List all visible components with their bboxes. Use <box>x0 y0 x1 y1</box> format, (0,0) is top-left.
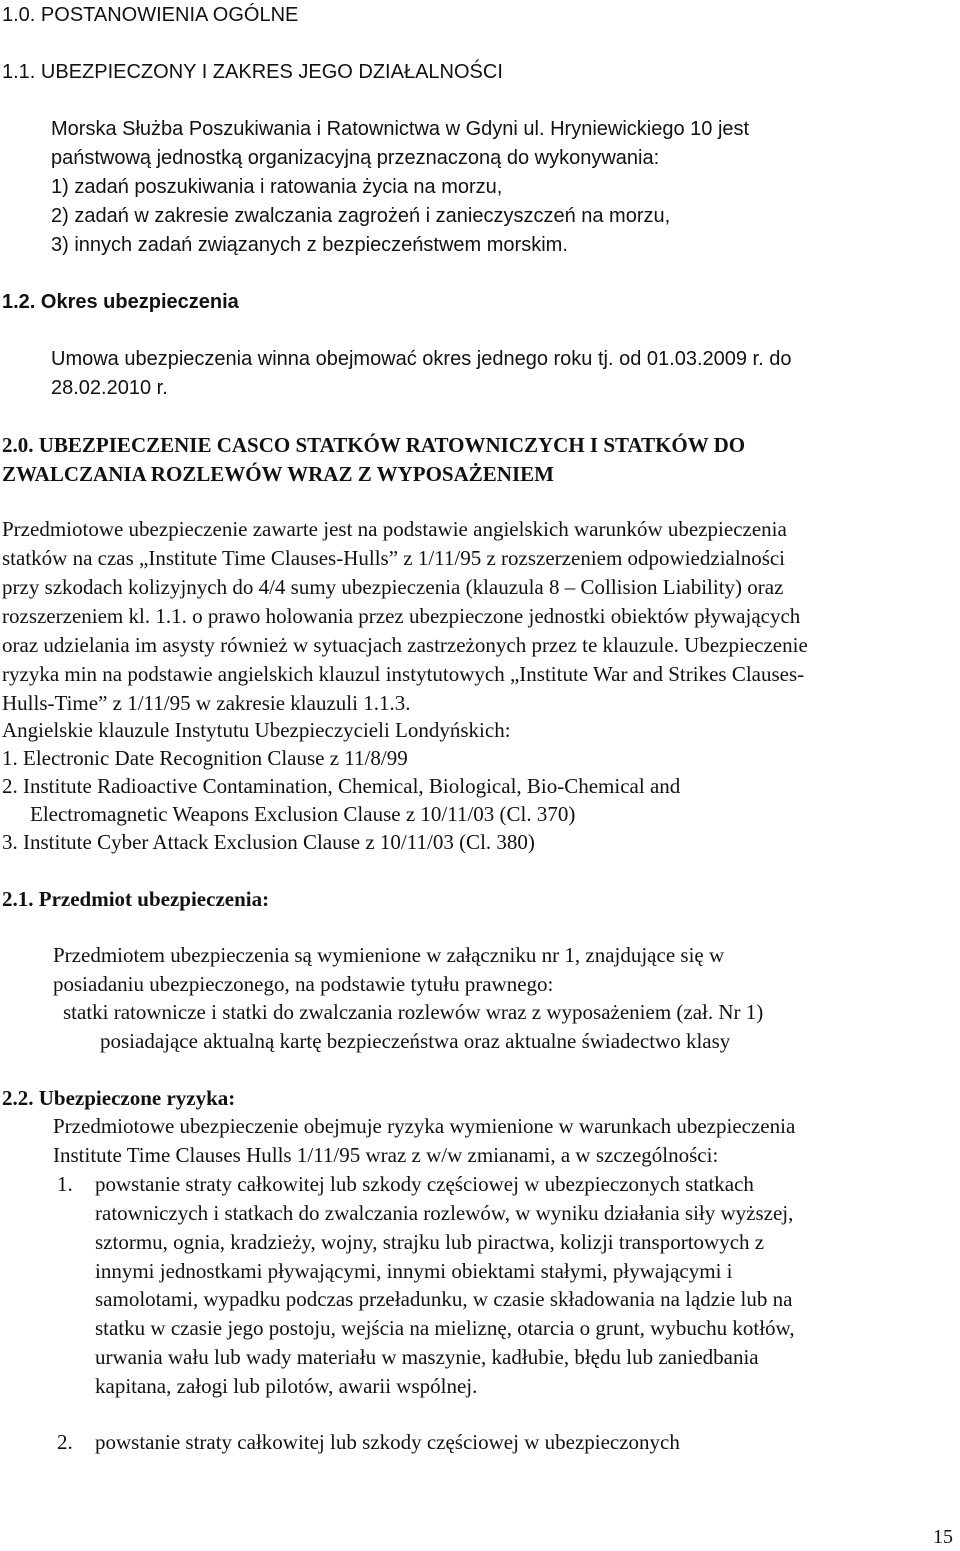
heading-2-1: 2.1. Przedmiot ubezpieczenia: <box>2 887 270 911</box>
list-item-line: samolotami, wypadku podczas przeładunku, w czasie składowania na lądzie lub na <box>95 1287 793 1311</box>
text-line: Institute Time Clauses Hulls 1/11/95 wraz z w/w zmianami, a w szczególności: <box>53 1143 719 1167</box>
list-item-line: ratowniczych i statkach do zwalczania rozlewów, w wyniku działania siły wyższej, <box>95 1201 794 1225</box>
list-item: 1. Electronic Date Recognition Clause z 11/8/99 <box>2 746 408 770</box>
heading-2-0-line2: ZWALCZANIA ROZLEWÓW WRAZ Z WYPOSAŻENIEM <box>2 462 554 486</box>
text-line: 28.02.2010 r. <box>51 377 168 399</box>
heading-1-2: 1.2. Okres ubezpieczenia <box>2 291 239 313</box>
text-line: Morska Służba Poszukiwania i Ratownictwa w Gdyni ul. Hryniewickiego 10 jest <box>51 118 750 140</box>
heading-1-0: 1.0. POSTANOWIENIA OGÓLNE <box>2 4 299 26</box>
text-line: Przedmiotowe ubezpieczenie zawarte jest na podstawie angielskich warunków ubezpieczenia <box>2 517 787 541</box>
text-line: rozszerzeniem kl. 1.1. o prawo holowania przez ubezpieczone jednostki obiektów pływających <box>2 604 801 628</box>
list-item: 2. Institute Radioactive Contamination, Chemical, Biological, Bio-Chemical and <box>2 774 681 798</box>
text-line: przy szkodach kolizyjnych do 4/4 sumy ubezpieczenia (klauzula 8 – Collision Liability) oraz <box>2 575 784 599</box>
text-line: statków na czas „Institute Time Clauses-Hulls” z 1/11/95 z rozszerzeniem odpowiedzialności <box>2 546 786 570</box>
text-line: państwową jednostką organizacyjną przeznaczoną do wykonywania: <box>51 147 660 169</box>
list-item: 3) innych zadań związanych z bezpieczeństwem morskim. <box>51 234 568 256</box>
list-item-line: innymi jednostkami pływającymi, innymi obiektami stałymi, pływającymi i <box>95 1259 733 1283</box>
text-line: ryzyka min na podstawie angielskich klauzul instytutowych „Institute War and Strikes Clauses- <box>2 662 805 686</box>
text-line: statki ratownicze i statki do zwalczania rozlewów wraz z wyposażeniem (zał. Nr 1) <box>63 1000 764 1024</box>
list-item-line: sztormu, ognia, kradzieży, wojny, strajku lub piractwa, kolizji transportowych z <box>95 1230 765 1254</box>
text-line: Przedmiotowe ubezpieczenie obejmuje ryzyka wymienione w warunkach ubezpieczenia <box>53 1114 796 1138</box>
heading-2-2: 2.2. Ubezpieczone ryzyka: <box>2 1086 236 1110</box>
text-line: Angielskie klauzule Instytutu Ubezpieczycieli Londyńskich: <box>2 718 511 742</box>
list-item-line: powstanie straty całkowitej lub szkody częściowej w ubezpieczonych <box>95 1430 680 1454</box>
text-line: Hulls-Time” z 1/11/95 w zakresie klauzuli 1.1.3. <box>2 691 411 715</box>
text-line: posiadaniu ubezpieczonego, na podstawie tytułu prawnego: <box>53 972 554 996</box>
heading-2-0-line1: 2.0. UBEZPIECZENIE CASCO STATKÓW RATOWNICZYCH I STATKÓW DO <box>2 433 746 457</box>
list-item: 2) zadań w zakresie zwalczania zagrożeń i zanieczyszczeń na morzu, <box>51 205 671 227</box>
text-line: Przedmiotem ubezpieczenia są wymienione w załączniku nr 1, znajdujące się w <box>53 943 725 967</box>
heading-1-1: 1.1. UBEZPIECZONY I ZAKRES JEGO DZIAŁALNOŚCI <box>2 61 503 83</box>
list-item-line: urwania wału lub wady materiału w maszynie, kadłubie, błędu lub zaniedbania <box>95 1345 759 1369</box>
list-item: 3. Institute Cyber Attack Exclusion Clause z 10/11/03 (Cl. 380) <box>2 830 535 854</box>
list-item-number: 2. <box>57 1430 73 1454</box>
list-item-line: kapitana, załogi lub pilotów, awarii wspólnej. <box>95 1374 478 1398</box>
list-item-number: 1. <box>57 1172 73 1196</box>
text-line: Umowa ubezpieczenia winna obejmować okres jednego roku tj. od 01.03.2009 r. do <box>51 348 792 370</box>
text-line: posiadające aktualną kartę bezpieczeństwa oraz aktualne świadectwo klasy <box>100 1029 731 1053</box>
list-item-line: statku w czasie jego postoju, wejścia na mieliznę, otarcia o grunt, wybuchu kotłów, <box>95 1316 795 1340</box>
list-item-line: powstanie straty całkowitej lub szkody częściowej w ubezpieczonych statkach <box>95 1172 754 1196</box>
list-item-continuation: Electromagnetic Weapons Exclusion Clause z 10/11/03 (Cl. 370) <box>30 802 576 826</box>
list-item: 1) zadań poszukiwania i ratowania życia na morzu, <box>51 176 503 198</box>
text-line: oraz udzielania im asysty również w sytuacjach zastrzeżonych przez te klauzule. Ubezpieczenie <box>2 633 808 657</box>
page-number: 15 <box>933 1526 953 1548</box>
